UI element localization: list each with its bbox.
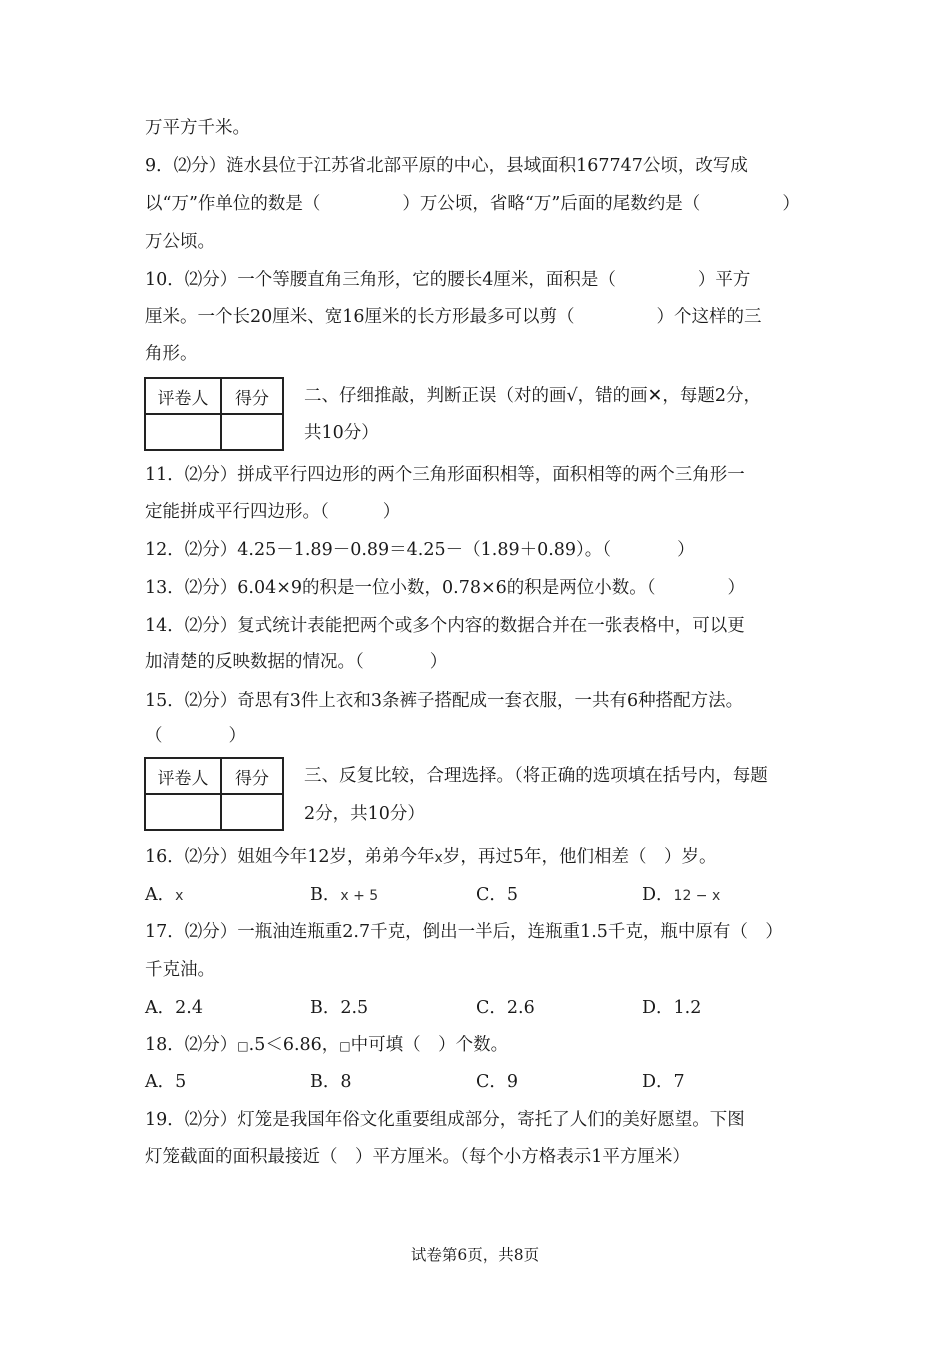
question-10-line-2 [145, 305, 762, 329]
question-10-line-3: 角形。 [145, 344, 198, 364]
section-2-heading [304, 384, 761, 408]
question-14-line-2 [145, 650, 447, 674]
text-segment: ）个这样的三 [656, 307, 762, 327]
page-footer: 试卷第6页，共8页 [410, 1246, 540, 1264]
option-c[interactable]: C．2.6 [476, 998, 535, 1018]
cross-icon: ✕ [647, 386, 663, 406]
option-math: 12 − x [673, 888, 721, 904]
grader-score-cell[interactable] [221, 414, 283, 450]
option-d[interactable]: D．1.2 [642, 998, 702, 1018]
text-segment: 16．⑵分）姐姐今年12岁，弟弟今年 [145, 847, 435, 867]
text-segment: 以“万”作单位的数是（ [145, 194, 321, 214]
variable-x: x [434, 850, 443, 866]
option-math: x + 5 [340, 888, 379, 904]
option-b[interactable]: B．2.5 [310, 998, 369, 1018]
text-segment: 12．⑵分）4.25－1.89－0.89＝4.25－（1.89＋0.89）。（ [145, 540, 612, 560]
question-19-line-2: 灯笼截面的面积最接近（ ）平方厘米。（每个小方格表示1平方厘米） [145, 1147, 690, 1167]
option-label: D． [642, 885, 674, 905]
text-segment: 加清楚的反映数据的情况。（ [145, 652, 364, 672]
section-3-heading: 三、反复比较，合理选择。（将正确的选项填在括号内，每题 [304, 766, 768, 786]
option-a[interactable]: A．5 [145, 1072, 187, 1092]
text-segment: ） [228, 726, 246, 746]
question-19-line-1: 19．⑵分）灯笼是我国年俗文化重要组成部分，寄托了人们的美好愿望。下图 [145, 1110, 745, 1130]
option-b[interactable]: B．8 [310, 1072, 352, 1092]
grader-table-section-3 [144, 757, 284, 831]
grader-score-label: 得分 [221, 378, 283, 414]
question-9-line-2 [145, 192, 800, 216]
question-15-line-1: 15．⑵分）奇思有3件上衣和3条裤子搭配成一套衣服，一共有6种搭配方法。 [145, 691, 744, 711]
empty-box-icon: □ [339, 1039, 351, 1053]
grader-reviewer-cell[interactable] [145, 414, 221, 450]
option-c[interactable]: C．9 [476, 1072, 519, 1092]
question-16-options [145, 883, 845, 907]
question-17-line-2: 千克油。 [145, 960, 215, 980]
empty-box-icon: □ [237, 1039, 249, 1053]
text-segment: 18．⑵分） [145, 1035, 238, 1055]
option-d[interactable]: D．7 [642, 1072, 685, 1092]
question-11-line-1: 11．⑵分）拼成平行四边形的两个三角形面积相等，面积相等的两个三角形一 [145, 465, 745, 485]
text-segment: ） [429, 652, 448, 672]
text-line: 万平方千米。 [145, 118, 250, 138]
grader-score-cell[interactable] [221, 794, 283, 830]
question-12 [145, 538, 695, 562]
text-segment: ） [382, 502, 401, 522]
option-b[interactable] [310, 883, 378, 908]
text-segment: ） [727, 578, 746, 598]
question-17-line-1: 17．⑵分）一瓶油连瓶重2.7千克，倒出一半后，连瓶重1.5千克，瓶中原有（ ） [145, 922, 783, 942]
question-16 [145, 845, 716, 870]
question-13 [145, 576, 745, 600]
question-14-line-1: 14．⑵分）复式统计表能把两个或多个内容的数据合并在一张表格中，可以更 [145, 616, 745, 636]
section-2-heading-line-2: 共10分） [304, 423, 379, 443]
text-segment: 厘米。一个长20厘米、宽16厘米的长方形最多可以剪（ [145, 307, 575, 327]
option-label: B． [310, 885, 341, 905]
text-segment: （ [145, 726, 163, 746]
text-segment: 中可填（ ）个数。 [350, 1035, 509, 1055]
option-math: x [175, 888, 184, 904]
question-11-line-2 [145, 500, 400, 524]
grader-score-label: 得分 [221, 758, 283, 794]
grader-reviewer-label: 评卷人 [145, 758, 221, 794]
question-9-line-3: 万公顷。 [145, 232, 215, 252]
grader-reviewer-cell[interactable] [145, 794, 221, 830]
grader-table-section-2 [144, 377, 284, 451]
text-segment: ） [677, 540, 695, 560]
grader-reviewer-label: 评卷人 [145, 378, 221, 414]
option-label: A． [145, 885, 176, 905]
option-a[interactable] [145, 883, 183, 908]
text-segment: ） [782, 194, 800, 214]
text-segment: ）万公顷，省略“万”后面的尾数约是（ [402, 194, 701, 214]
option-d[interactable] [642, 883, 720, 908]
question-15-line-2 [145, 724, 246, 748]
section-3-heading-line-2: 2分，共10分） [304, 804, 425, 824]
question-18 [145, 1033, 508, 1058]
question-10-line-1 [145, 268, 750, 292]
text-segment: 二、仔细推敲，判断正误（对的画√，错的画 [304, 386, 648, 406]
text-segment: ）平方 [697, 270, 751, 290]
question-17-options [145, 996, 845, 1020]
text-segment: ，每题2分， [662, 386, 761, 406]
text-segment: .5＜6.86， [248, 1035, 340, 1055]
question-9-line-1: 9．⑵分）涟水县位于江苏省北部平原的中心，县域面积167747公顷，改写成 [145, 156, 748, 176]
option-a[interactable]: A．2.4 [145, 998, 203, 1018]
text-segment: 定能拼成平行四边形。（ [145, 502, 329, 522]
question-18-options [145, 1070, 845, 1094]
text-segment: 岁，再过5年，他们相差（ ）岁。 [442, 847, 717, 867]
text-segment: 10．⑵分）一个等腰直角三角形，它的腰长4厘米，面积是（ [145, 270, 616, 290]
option-c[interactable]: C．5 [476, 885, 519, 905]
text-segment: 13．⑵分）6.04×9的积是一位小数，0.78×6的积是两位小数。（ [145, 578, 656, 598]
